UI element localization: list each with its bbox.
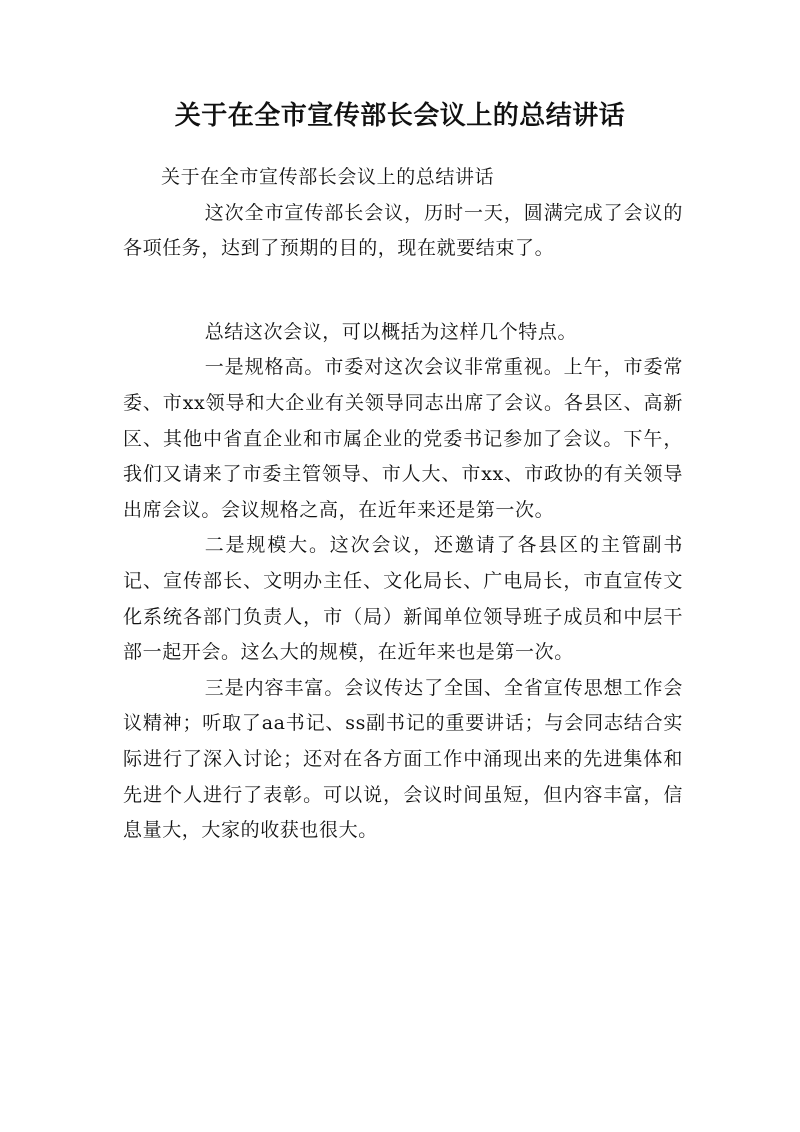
document-title: 关于在全市宣传部长会议上的总结讲话 xyxy=(174,101,626,131)
paragraph-point-three: 三是内容丰富。会议传达了全国、全省宣传思想工作会议精神；听取了aa书记、ss副书记的重要讲话；与会同志结合实际进行了深入讨论；还对在各方面工作中涌现出来的先进集体和先进个人进行了表彰。可以说，会议时间虽短，但内容丰富，信息量大，大家的收获也很大。 xyxy=(123,676,683,842)
paragraph-gap xyxy=(123,267,683,315)
paragraph-point-one: 一是规格高。市委对这次会议非常重视。上午，市委常委、市xx领导和大企业有关领导同志出席了会议。各县区、高新区、其他中省直企业和市属企业的党委书记参加了会议。下午，我们又请来了市委主管领导、市人大、市xx、市政协的有关领导出席会议。会议规格之高，在近年来还是第一次。 xyxy=(123,356,683,521)
document-body xyxy=(123,160,683,849)
paragraph-point-two: 二是规模大。这次会议，还邀请了各县区的主管副书记、宣传部长、文明办主任、文化局长、广电局长，市直宣传文化系统各部门负责人，市（局）新闻单位领导班子成员和中层干部一起开会。这么大的规模，在近年来也是第一次。 xyxy=(123,534,683,664)
paragraph-intro: 这次全市宣传部长会议，历时一天，圆满完成了会议的各项任务，达到了预期的目的，现在就要结束了。 xyxy=(123,201,683,260)
subtitle-line: 关于在全市宣传部长会议上的总结讲话 xyxy=(161,166,495,188)
paragraph-summary: 总结这次会议，可以概括为这样几个特点。 xyxy=(204,320,578,343)
